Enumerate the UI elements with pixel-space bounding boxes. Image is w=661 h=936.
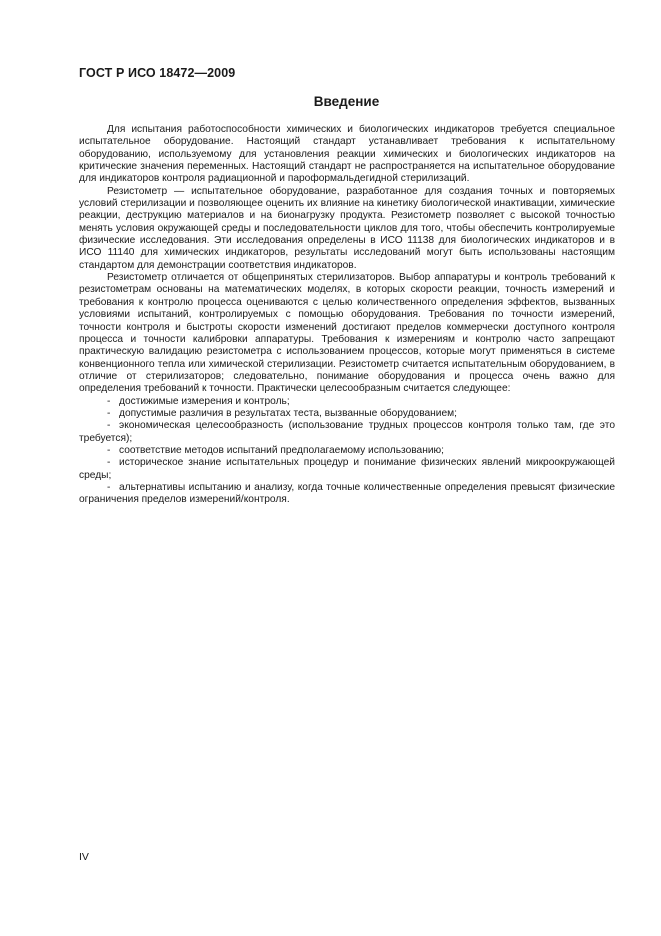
section-title: Введение xyxy=(313,94,380,109)
list-dash: - xyxy=(107,457,111,469)
list-dash: - xyxy=(107,407,111,419)
document-header: ГОСТ Р ИСО 18472—2009 xyxy=(79,66,236,80)
paragraph-intro: Для испытания работоспособности химических и биологических индикаторов требуется специальное испытательное оборудование. Настоящий стандарт устанавливает требования к испытательному оборудованию, используемому для установления реакции химических и биологических индикаторов на критические значения переменных. Настоящий стандарт не распространяется на испытательное оборудование для индикаторов контроля радиационной и пароформальдегидной стерилизаций. xyxy=(79,124,615,185)
list-item xyxy=(79,457,615,482)
paragraph-resistometer-definition: Резистометр — испытательное оборудование, разработанное для создания точных и повторяемых условий стерилизации и позволяющее оценить их влияние на кинетику биологической инактивации, химические реакции, деструкцию материалов и на бионагрузку продукта. Резистометр позволяет с высокой точностью менять условия окружающей среды и последовательности циклов для того, чтобы обеспечить контролируемые физические исследования. Эти исследования определены в ИСО 11138 для биологических индикаторов и в ИСО 11140 для химических индикаторов, результаты исследований могут быть использованы настоящим стандартом для демонстрации соответствия индикаторов. xyxy=(79,185,615,271)
considerations-list xyxy=(79,396,615,507)
list-item xyxy=(79,445,615,457)
list-dash: - xyxy=(107,395,111,407)
list-item-text: допустимые различия в результатах теста, вызванные оборудованием; xyxy=(119,407,457,419)
list-item-text: экономическая целесообразность (использование трудных процессов контроля только там, где это требуется); xyxy=(79,420,615,444)
list-item-text: соответствие методов испытаний предполагаемому использованию; xyxy=(119,444,445,456)
list-item-text: альтернативы испытанию и анализу, когда точные количественные определения превысят физические ограничения пределов измерений/контроля. xyxy=(79,481,615,506)
list-item xyxy=(79,396,615,408)
paragraph-resistometer-differences: Резистометр отличается от общепринятых стерилизаторов. Выбор аппаратуры и контроль требований к резистометрам основаны на математических моделях, в которых скорости реакции, точность измерений и требования к контролю процесса оцениваются с целью количественного определения эффектов, вызванных условиями испытаний, контролируемых с помощью оборудования. Требования по точности измерений, точности контроля и быстроты скорости изменений достигают пределов коммерчески доступного контроля процесса и точности калибровки аппаратуры. Требования к измерениям и контролю часто запрещают практическую валидацию резистометра с использованием процессов, которые могут применяться в системе конвенционного тепла или химической стерилизации. Резистометр считается испытательным оборудованием, в отличие от стерилизаторов; следовательно, понимание оборудования и процесса очень важно для определения требований к точности. Практически целесообразным считается следующее: xyxy=(79,272,615,395)
list-item xyxy=(79,408,615,420)
list-item-text: историческое знание испытательных процедур и понимание физических явлений микроокружающей среды; xyxy=(79,457,615,481)
list-dash: - xyxy=(107,481,111,493)
page-number: IV xyxy=(79,851,89,863)
list-dash: - xyxy=(107,444,111,456)
body-text xyxy=(79,124,615,507)
list-dash: - xyxy=(107,420,111,432)
list-item-text: достижимые измерения и контроль; xyxy=(119,395,290,407)
list-item xyxy=(79,420,615,445)
list-item xyxy=(79,482,615,507)
